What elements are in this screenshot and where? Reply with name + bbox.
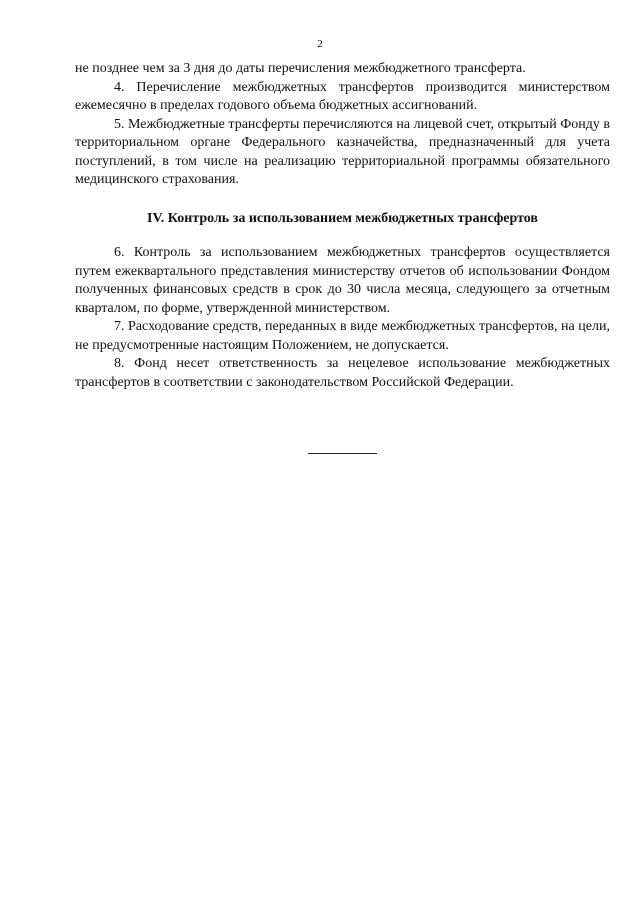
section-heading: IV. Контроль за использованием межбюджетных трансфертов [147, 210, 538, 226]
paragraph-7: 7. Расходование средств, переданных в виде межбюджетных трансфертов, на цели, не предусмотренные настоящим Положением, не допускается. [75, 319, 610, 353]
document-body [75, 60, 610, 392]
page-number: 2 [317, 38, 323, 50]
paragraph-4: 4. Перечисление межбюджетных трансфертов производится министерством ежемесячно в пределах годового объема бюджетных ассигнований. [75, 79, 610, 113]
paragraph-6: 6. Контроль за использованием межбюджетных трансфертов осуществляется путем ежеквартального представления министерству отчетов об использовании Фондом полученных финансовых средств в срок до 30 числа месяца, следующего за отчетным кварталом, по форме, утвержденной министерством. [75, 245, 610, 316]
end-separator-line [308, 453, 377, 454]
paragraph-5: 5. Межбюджетные трансферты перечисляются на лицевой счет, открытый Фонду в территориальном органе Федерального казначейства, предназначенный для учета поступлений, в том числе на реализацию территориальной программы обязательного медицинского страхования. [75, 116, 610, 187]
paragraph-continuation: не позднее чем за 3 дня до даты перечисления межбюджетного трансферта. [75, 61, 526, 76]
paragraph-8: 8. Фонд несет ответственность за нецелевое использование межбюджетных трансфертов в соответствии с законодательством Российской Федерации. [75, 356, 610, 390]
